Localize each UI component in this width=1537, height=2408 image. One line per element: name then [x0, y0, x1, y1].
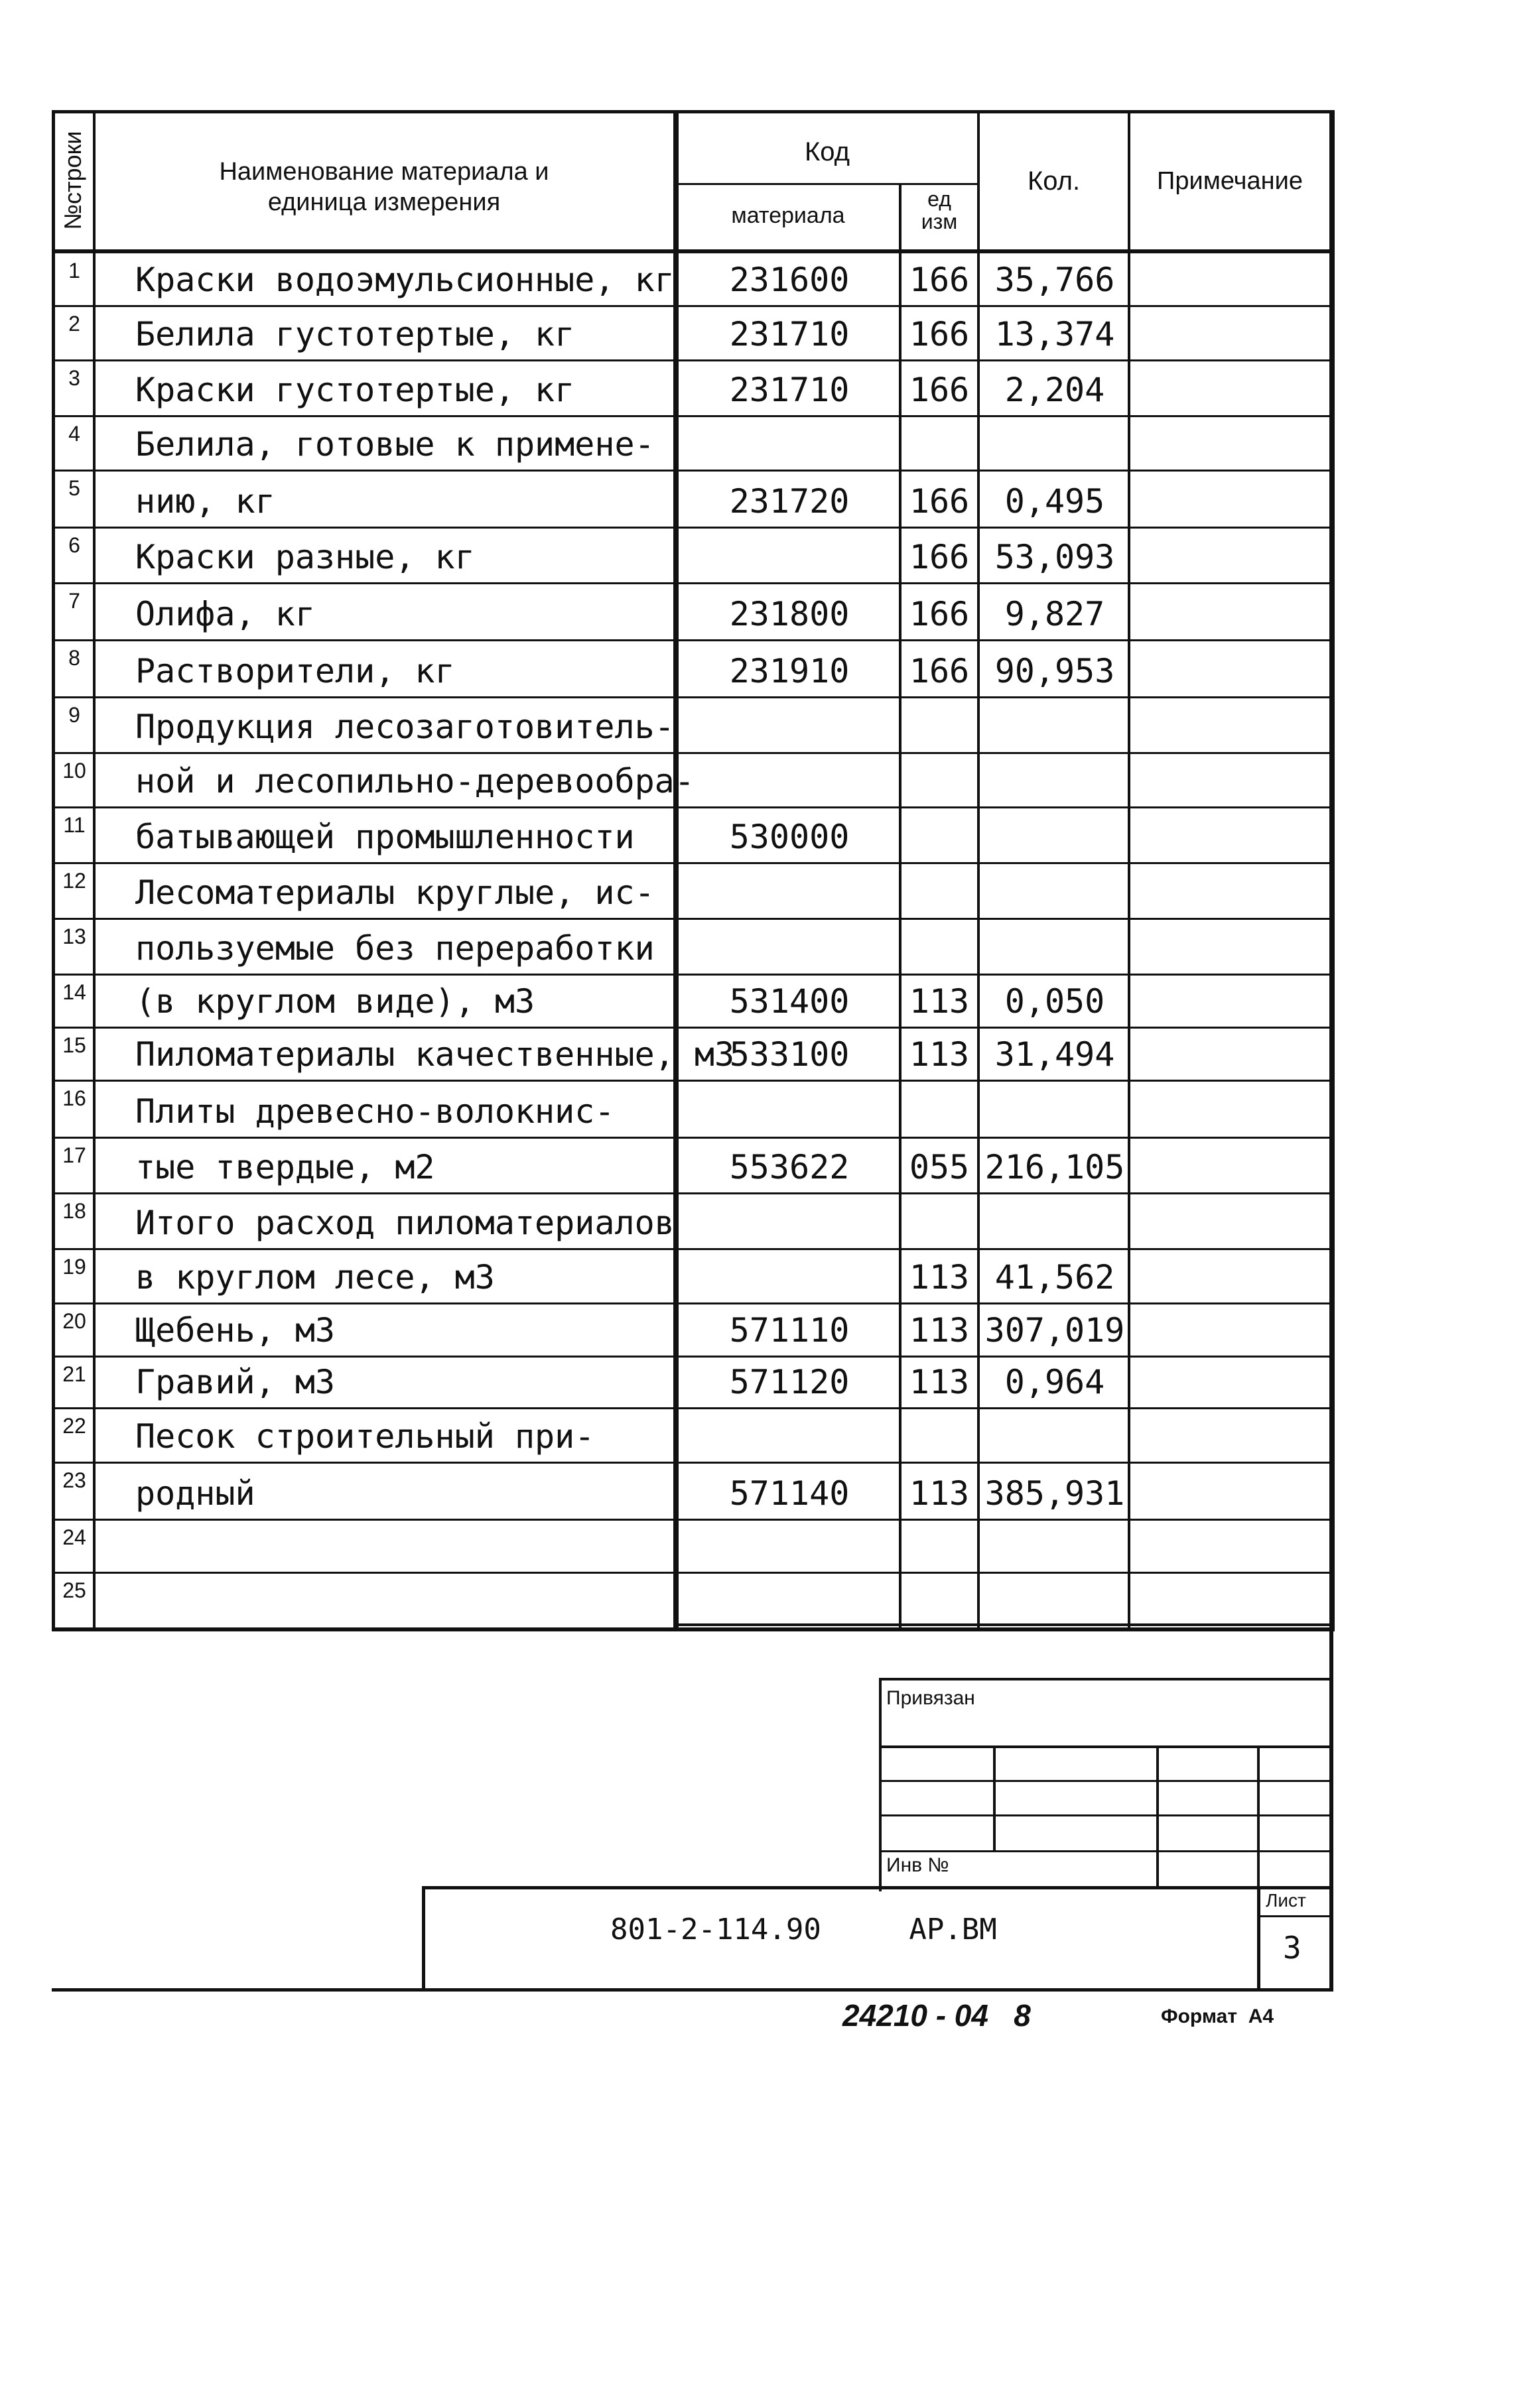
note-cell [1130, 753, 1329, 808]
row-number: 7 [68, 589, 80, 613]
header-name-line1: Наименование материала и [219, 158, 549, 186]
material-name: тые твердые, м2 [135, 1148, 435, 1186]
archive-number: 24210 - 04 8 [842, 1998, 1031, 2033]
material-code: 231720 [729, 482, 850, 521]
note-cell [1130, 641, 1329, 698]
unit-code [902, 424, 977, 464]
note-cell [1130, 361, 1329, 416]
material-name: Лесоматериалы круглые, ис- [135, 873, 655, 912]
note-cell [1130, 1028, 1329, 1081]
note-cell [1130, 1194, 1329, 1249]
note-cell [1130, 471, 1329, 528]
material-code: 571110 [729, 1311, 850, 1350]
row-number: 1 [68, 259, 80, 283]
table-row [0, 528, 1537, 584]
note-cell [1130, 253, 1329, 306]
material-code [690, 1581, 889, 1621]
header-code-material: материала [731, 203, 845, 228]
note-cell [1130, 1409, 1329, 1463]
quantity [982, 1203, 1128, 1243]
unit-code [902, 1581, 977, 1621]
header-note: Примечание [1157, 167, 1303, 195]
material-code: 231710 [729, 315, 850, 353]
quantity: 0,964 [1004, 1363, 1105, 1401]
material-code: 531400 [729, 982, 850, 1021]
material-code: 231600 [729, 261, 850, 299]
quantity [982, 1417, 1128, 1456]
note-cell [1130, 1249, 1329, 1304]
material-code [690, 424, 889, 464]
table-row [0, 1028, 1537, 1081]
table-row [0, 1304, 1537, 1357]
quantity: 13,374 [994, 315, 1115, 353]
table-row [0, 1138, 1537, 1194]
quantity: 53,093 [994, 538, 1115, 576]
material-code [690, 928, 889, 968]
table-row [0, 253, 1537, 306]
unit-code: 113 [909, 1258, 970, 1297]
row-number: 24 [62, 1525, 86, 1549]
unit-code [902, 1092, 977, 1131]
document-code: 801-2-114.90 АР.ВМ [610, 1913, 997, 1946]
unit-code: 166 [909, 652, 970, 690]
quantity: 385,931 [984, 1474, 1125, 1513]
material-code [690, 707, 889, 747]
material-name: родный [135, 1474, 255, 1513]
material-name: нию, кг [135, 482, 275, 521]
note-cell [1130, 1138, 1329, 1194]
row-number: 25 [62, 1578, 86, 1602]
row-number: 12 [62, 869, 86, 893]
table-row [0, 1409, 1537, 1463]
table-row [0, 1573, 1537, 1627]
unit-code: 166 [909, 482, 970, 521]
table-row [0, 584, 1537, 641]
note-cell [1130, 416, 1329, 471]
material-code: 553622 [729, 1148, 850, 1186]
material-code [690, 1417, 889, 1456]
quantity [982, 1581, 1128, 1621]
material-name: в круглом лесе, м3 [135, 1258, 495, 1297]
table-row [0, 416, 1537, 471]
quantity [982, 1527, 1128, 1566]
header-code: Код [804, 137, 850, 166]
table-row [0, 1520, 1537, 1573]
quantity [982, 1092, 1128, 1131]
quantity: 9,827 [1004, 595, 1105, 633]
row-number: 14 [62, 980, 86, 1004]
row-number: 15 [62, 1033, 86, 1057]
unit-code [902, 928, 977, 968]
unit-code: 166 [909, 315, 970, 353]
material-code [690, 1257, 889, 1297]
unit-code: 166 [909, 538, 970, 576]
row-number: 17 [62, 1143, 86, 1167]
quantity [982, 707, 1128, 747]
row-number: 8 [68, 646, 80, 670]
row-number: 18 [62, 1199, 86, 1223]
material-name: ной и лесопильно-деревообра- [135, 762, 695, 800]
unit-code: 113 [909, 1363, 970, 1401]
material-code: 571140 [729, 1474, 850, 1513]
table-row [0, 1194, 1537, 1249]
material-name: Растворители, кг [135, 652, 455, 690]
quantity [982, 928, 1128, 968]
header-code-unit-line2: изм [921, 210, 958, 233]
table-row [0, 1357, 1537, 1409]
unit-code: 113 [909, 1474, 970, 1513]
material-name: Пиломатериалы качественные, м3 [135, 1035, 735, 1074]
quantity: 41,562 [994, 1258, 1115, 1297]
table-row [0, 1249, 1537, 1304]
unit-code [902, 817, 977, 857]
table-row [0, 471, 1537, 528]
material-name: Белила густотертые, кг [135, 315, 575, 353]
material-name: Краски водоэмульсионные, кг [135, 261, 675, 299]
quantity [982, 817, 1128, 857]
unit-code: 055 [909, 1148, 970, 1186]
unit-code: 113 [909, 1311, 970, 1350]
material-name: Краски разные, кг [135, 538, 475, 576]
unit-code [902, 873, 977, 913]
note-cell [1130, 1463, 1329, 1520]
header-quantity: Кол. [1027, 166, 1081, 196]
material-code [690, 1203, 889, 1243]
row-number: 21 [62, 1362, 86, 1386]
material-name [135, 1527, 673, 1566]
material-name: Гравий, м3 [135, 1363, 336, 1401]
row-number: 10 [62, 759, 86, 783]
table-row [0, 975, 1537, 1028]
row-number: 3 [68, 366, 80, 390]
quantity: 31,494 [994, 1035, 1115, 1074]
table-row [0, 641, 1537, 698]
header-name-line2: единица измерения [267, 188, 501, 216]
material-name: батывающей промышленности [135, 818, 635, 856]
material-name [135, 1581, 673, 1621]
material-code [690, 761, 889, 801]
note-cell [1130, 808, 1329, 863]
material-code: 530000 [729, 818, 850, 856]
row-number: 22 [62, 1414, 86, 1438]
material-name: Песок строительный при- [135, 1417, 595, 1456]
material-code [690, 1527, 889, 1566]
row-number: 23 [62, 1468, 86, 1492]
table-row [0, 361, 1537, 416]
unit-code [902, 1417, 977, 1456]
material-name: Плиты древесно-волокнис- [135, 1092, 615, 1131]
header-code-unit-line1: ед [927, 187, 951, 211]
unit-code: 113 [909, 1035, 970, 1074]
quantity [982, 761, 1128, 801]
format-label: Формат А4 [1161, 2005, 1274, 2027]
material-code: 231710 [729, 371, 850, 409]
row-number: 4 [68, 422, 80, 446]
material-name: Олифа, кг [135, 595, 315, 633]
material-name: (в круглом виде), м3 [135, 982, 535, 1021]
material-name: Белила, готовые к примене- [135, 425, 655, 464]
row-number: 16 [62, 1086, 86, 1110]
row-number: 19 [62, 1255, 86, 1279]
material-name: Итого расход пиломатериалов [135, 1204, 675, 1242]
note-cell [1130, 1520, 1329, 1573]
quantity: 0,495 [1004, 482, 1105, 521]
row-number: 13 [62, 924, 86, 948]
table-row [0, 919, 1537, 975]
quantity: 216,105 [984, 1148, 1125, 1186]
unit-code [902, 707, 977, 747]
table-row [0, 698, 1537, 753]
unit-code: 166 [909, 371, 970, 409]
material-code [690, 873, 889, 913]
quantity: 35,766 [994, 261, 1115, 299]
sheet-number: 3 [1283, 1930, 1302, 1966]
quantity: 0,050 [1004, 982, 1105, 1021]
row-number: 6 [68, 533, 80, 557]
row-number: 2 [68, 312, 80, 336]
material-name: пользуемые без переработки [135, 929, 655, 968]
table-row [0, 306, 1537, 361]
row-number: 11 [63, 813, 86, 837]
material-code: 533100 [729, 1035, 850, 1074]
note-cell [1130, 1081, 1329, 1138]
quantity [982, 424, 1128, 464]
note-cell [1130, 1357, 1329, 1409]
material-code: 571120 [729, 1363, 850, 1401]
quantity: 90,953 [994, 652, 1115, 690]
privyazan-label: Привязан [886, 1687, 975, 1709]
material-code [690, 1092, 889, 1131]
table-row [0, 1463, 1537, 1520]
material-code: 231910 [729, 652, 850, 690]
note-cell [1130, 975, 1329, 1028]
material-name: Краски густотертые, кг [135, 371, 575, 409]
note-cell [1130, 306, 1329, 361]
note-cell [1130, 1573, 1329, 1627]
row-number: 5 [68, 476, 80, 500]
unit-code: 166 [909, 595, 970, 633]
note-cell [1130, 528, 1329, 584]
table-row [0, 1081, 1537, 1138]
unit-code [902, 1527, 977, 1566]
unit-code: 166 [909, 261, 970, 299]
unit-code [902, 761, 977, 801]
note-cell [1130, 584, 1329, 641]
note-cell [1130, 698, 1329, 753]
row-number: 9 [68, 703, 80, 727]
quantity: 2,204 [1004, 371, 1105, 409]
note-cell [1130, 863, 1329, 919]
quantity [982, 873, 1128, 913]
inventory-number-label: Инв № [886, 1854, 949, 1876]
table-row [0, 753, 1537, 808]
header-row-number: №строки [59, 131, 86, 230]
table-row [0, 808, 1537, 863]
unit-code [902, 1203, 977, 1243]
note-cell [1130, 919, 1329, 975]
table-row [0, 863, 1537, 919]
material-name: Щебень, м3 [135, 1311, 336, 1350]
unit-code: 113 [909, 982, 970, 1021]
note-cell [1130, 1304, 1329, 1357]
material-name: Продукция лесозаготовитель- [135, 708, 675, 746]
material-code [690, 537, 889, 577]
material-code: 231800 [729, 595, 850, 633]
sheet-label: Лист [1266, 1890, 1306, 1911]
row-number: 20 [62, 1309, 86, 1333]
quantity: 307,019 [984, 1311, 1125, 1350]
